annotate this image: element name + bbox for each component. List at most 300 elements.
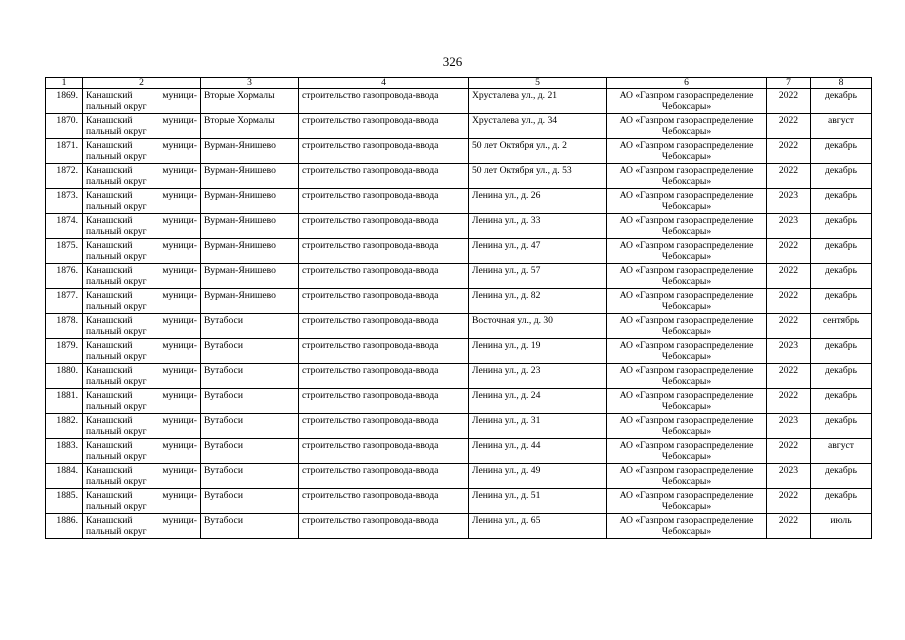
work-type-cell <box>299 339 469 364</box>
year: 2022 <box>778 440 799 451</box>
organization-cell <box>607 89 767 114</box>
work-type-cell <box>299 414 469 439</box>
organization-line-2: Чебоксары» <box>661 401 712 412</box>
row-number-text: 1883. <box>56 440 78 451</box>
district-line-1 <box>86 415 197 426</box>
settlement-cell <box>201 139 299 164</box>
district-line-2: пальный округ <box>86 451 147 462</box>
address-cell <box>469 264 607 289</box>
year-cell <box>767 239 811 264</box>
district-name: Канашский <box>86 115 133 126</box>
address: Ленина ул., д. 49 <box>472 465 541 476</box>
row-number-text: 1879. <box>56 340 78 351</box>
row-number <box>46 439 83 464</box>
month-cell <box>811 214 872 239</box>
settlement-cell <box>201 239 299 264</box>
work-type: строительство газопровода-ввода <box>302 440 439 451</box>
row-number-text: 1876. <box>56 265 78 276</box>
table-row <box>46 414 872 439</box>
row-number <box>46 464 83 489</box>
work-type-cell <box>299 114 469 139</box>
work-type-cell <box>299 314 469 339</box>
row-number <box>46 189 83 214</box>
address: Ленина ул., д. 51 <box>472 490 541 501</box>
row-number <box>46 89 83 114</box>
address-cell <box>469 289 607 314</box>
district-cell <box>83 89 201 114</box>
address-cell <box>469 364 607 389</box>
district-line-2: пальный округ <box>86 326 147 337</box>
column-number: 5 <box>469 78 607 89</box>
year-cell <box>767 289 811 314</box>
settlement-cell <box>201 164 299 189</box>
table-row <box>46 114 872 139</box>
district-line-2: пальный округ <box>86 351 147 362</box>
organization-line-1: АО «Газпром газораспределение <box>619 465 754 476</box>
month-cell <box>811 439 872 464</box>
district-name: Канашский <box>86 240 133 251</box>
organization-line-2: Чебоксары» <box>661 301 712 312</box>
work-type: строительство газопровода-ввода <box>302 265 439 276</box>
district-type-part: муници- <box>162 290 197 301</box>
settlement-name: Вутабоси <box>204 415 243 426</box>
organization-cell <box>607 189 767 214</box>
district-type-part: муници- <box>162 315 197 326</box>
organization-line-2: Чебоксары» <box>661 451 712 462</box>
district-line-2: пальный округ <box>86 476 147 487</box>
table-row <box>46 189 872 214</box>
year-cell <box>767 264 811 289</box>
organization-cell <box>607 439 767 464</box>
year-cell <box>767 164 811 189</box>
organization-cell <box>607 114 767 139</box>
settlement-cell <box>201 214 299 239</box>
year: 2023 <box>778 190 799 201</box>
year: 2022 <box>778 290 799 301</box>
address: Ленина ул., д. 23 <box>472 365 541 376</box>
month: декабрь <box>825 340 857 351</box>
district-line-1 <box>86 340 197 351</box>
district-name: Канашский <box>86 340 133 351</box>
month-cell <box>811 289 872 314</box>
district-type-part: муници- <box>162 165 197 176</box>
settlement-name: Вторые Хормалы <box>204 115 275 126</box>
table-body <box>46 78 872 539</box>
address-cell <box>469 89 607 114</box>
table-row <box>46 264 872 289</box>
work-type: строительство газопровода-ввода <box>302 190 439 201</box>
month: декабрь <box>825 265 857 276</box>
district-type-part: муници- <box>162 140 197 151</box>
organization-line-1: АО «Газпром газораспределение <box>619 315 754 326</box>
district-type-part: муници- <box>162 515 197 526</box>
table-row <box>46 89 872 114</box>
organization-line-2: Чебоксары» <box>661 426 712 437</box>
work-type: строительство газопровода-ввода <box>302 140 439 151</box>
district-line-2: пальный округ <box>86 126 147 137</box>
district-line-1 <box>86 365 197 376</box>
work-type: строительство газопровода-ввода <box>302 215 439 226</box>
address: Восточная ул., д. 30 <box>472 315 553 326</box>
settlement-name: Вурман-Янишево <box>204 140 276 151</box>
district-line-2: пальный округ <box>86 226 147 237</box>
district-name: Канашский <box>86 265 133 276</box>
page-number: 326 <box>442 54 463 69</box>
work-type: строительство газопровода-ввода <box>302 165 439 176</box>
organization-line-1: АО «Газпром газораспределение <box>619 240 754 251</box>
month-cell <box>811 489 872 514</box>
district-name: Канашский <box>86 465 133 476</box>
year-cell <box>767 364 811 389</box>
district-line-1 <box>86 440 197 451</box>
work-type-cell <box>299 139 469 164</box>
month-cell <box>811 514 872 539</box>
district-line-1 <box>86 90 197 101</box>
organization-line-2: Чебоксары» <box>661 376 712 387</box>
district-line-1 <box>86 215 197 226</box>
settlement-cell <box>201 289 299 314</box>
row-number-text: 1874. <box>56 215 78 226</box>
month: июль <box>830 515 852 526</box>
district-name: Канашский <box>86 215 133 226</box>
year: 2022 <box>778 90 799 101</box>
table-row <box>46 339 872 364</box>
work-type: строительство газопровода-ввода <box>302 465 439 476</box>
row-number-text: 1885. <box>56 490 78 501</box>
district-type-part: муници- <box>162 115 197 126</box>
row-number-text: 1880. <box>56 365 78 376</box>
district-cell <box>83 414 201 439</box>
district-line-1 <box>86 290 197 301</box>
district-type-part: муници- <box>162 190 197 201</box>
settlement-name: Вурман-Янишево <box>204 265 276 276</box>
settlement-name: Вутабоси <box>204 340 243 351</box>
district-name: Канашский <box>86 315 133 326</box>
row-number-text: 1870. <box>56 115 78 126</box>
organization-line-1: АО «Газпром газораспределение <box>619 365 754 376</box>
year: 2022 <box>778 265 799 276</box>
settlement-cell <box>201 264 299 289</box>
district-cell <box>83 139 201 164</box>
year: 2022 <box>778 490 799 501</box>
organization-line-1: АО «Газпром газораспределение <box>619 265 754 276</box>
row-number-text: 1877. <box>56 290 78 301</box>
address: Хрусталева ул., д. 21 <box>472 90 558 101</box>
month-cell <box>811 314 872 339</box>
district-type-part: муници- <box>162 490 197 501</box>
district-type-part: муници- <box>162 390 197 401</box>
settlement-cell <box>201 339 299 364</box>
month: декабрь <box>825 240 857 251</box>
row-number-text: 1882. <box>56 415 78 426</box>
work-type: строительство газопровода-ввода <box>302 515 439 526</box>
month: август <box>828 440 854 451</box>
work-type: строительство газопровода-ввода <box>302 340 439 351</box>
settlement-name: Вурман-Янишево <box>204 215 276 226</box>
year: 2022 <box>778 165 799 176</box>
settlement-name: Вутабоси <box>204 465 243 476</box>
district-line-2: пальный округ <box>86 101 147 112</box>
row-number-text: 1881. <box>56 390 78 401</box>
column-number: 8 <box>811 78 872 89</box>
work-type: строительство газопровода-ввода <box>302 390 439 401</box>
row-number <box>46 289 83 314</box>
district-line-2: пальный округ <box>86 301 147 312</box>
district-cell <box>83 314 201 339</box>
table-row <box>46 289 872 314</box>
district-name: Канашский <box>86 90 133 101</box>
year: 2023 <box>778 340 799 351</box>
address-cell <box>469 314 607 339</box>
table-row <box>46 214 872 239</box>
organization-line-2: Чебоксары» <box>661 251 712 262</box>
month-cell <box>811 239 872 264</box>
address: Ленина ул., д. 33 <box>472 215 541 226</box>
year-cell <box>767 89 811 114</box>
settlement-name: Вутабоси <box>204 440 243 451</box>
month-cell <box>811 339 872 364</box>
work-type-cell <box>299 239 469 264</box>
table-row <box>46 239 872 264</box>
district-cell <box>83 514 201 539</box>
district-line-2: пальный округ <box>86 526 147 537</box>
district-line-2: пальный округ <box>86 426 147 437</box>
month: декабрь <box>825 290 857 301</box>
gas-registry-table <box>45 77 872 539</box>
year-cell <box>767 189 811 214</box>
organization-line-1: АО «Газпром газораспределение <box>619 190 754 201</box>
district-cell <box>83 214 201 239</box>
district-type-part: муници- <box>162 340 197 351</box>
settlement-name: Вурман-Янишево <box>204 290 276 301</box>
settlement-cell <box>201 414 299 439</box>
table-row <box>46 139 872 164</box>
district-type-part: муници- <box>162 440 197 451</box>
organization-cell <box>607 514 767 539</box>
table-row <box>46 439 872 464</box>
work-type-cell <box>299 439 469 464</box>
organization-line-1: АО «Газпром газораспределение <box>619 90 754 101</box>
district-cell <box>83 364 201 389</box>
work-type: строительство газопровода-ввода <box>302 115 439 126</box>
work-type-cell <box>299 464 469 489</box>
work-type-cell <box>299 289 469 314</box>
settlement-name: Вурман-Янишево <box>204 240 276 251</box>
month-cell <box>811 264 872 289</box>
month: декабрь <box>825 190 857 201</box>
work-type-cell <box>299 164 469 189</box>
row-number <box>46 214 83 239</box>
district-name: Канашский <box>86 440 133 451</box>
month: декабрь <box>825 465 857 476</box>
district-cell <box>83 164 201 189</box>
organization-line-2: Чебоксары» <box>661 476 712 487</box>
organization-cell <box>607 139 767 164</box>
district-line-1 <box>86 140 197 151</box>
year: 2022 <box>778 315 799 326</box>
organization-line-2: Чебоксары» <box>661 526 712 537</box>
district-line-1 <box>86 265 197 276</box>
row-number <box>46 139 83 164</box>
address-cell <box>469 214 607 239</box>
district-line-2: пальный округ <box>86 151 147 162</box>
year: 2022 <box>778 115 799 126</box>
district-type-part: муници- <box>162 365 197 376</box>
row-number-text: 1886. <box>56 515 78 526</box>
organization-cell <box>607 339 767 364</box>
row-number-text: 1873. <box>56 190 78 201</box>
row-number <box>46 164 83 189</box>
address: Ленина ул., д. 44 <box>472 440 541 451</box>
organization-line-1: АО «Газпром газораспределение <box>619 165 754 176</box>
work-type-cell <box>299 489 469 514</box>
year: 2023 <box>778 415 799 426</box>
row-number <box>46 314 83 339</box>
settlement-cell <box>201 189 299 214</box>
address: Ленина ул., д. 26 <box>472 190 541 201</box>
district-line-1 <box>86 465 197 476</box>
year-cell <box>767 514 811 539</box>
row-number <box>46 364 83 389</box>
organization-line-1: АО «Газпром газораспределение <box>619 215 754 226</box>
month: декабрь <box>825 365 857 376</box>
settlement-cell <box>201 114 299 139</box>
address-cell <box>469 439 607 464</box>
district-name: Канашский <box>86 515 133 526</box>
organization-line-2: Чебоксары» <box>661 326 712 337</box>
district-cell <box>83 439 201 464</box>
district-line-1 <box>86 115 197 126</box>
organization-cell <box>607 164 767 189</box>
district-line-2: пальный округ <box>86 401 147 412</box>
address-cell <box>469 139 607 164</box>
month-cell <box>811 114 872 139</box>
organization-line-2: Чебоксары» <box>661 226 712 237</box>
year: 2022 <box>778 515 799 526</box>
row-number-text: 1872. <box>56 165 78 176</box>
year-cell <box>767 414 811 439</box>
organization-line-2: Чебоксары» <box>661 276 712 287</box>
column-number: 6 <box>607 78 767 89</box>
district-name: Канашский <box>86 390 133 401</box>
district-cell <box>83 489 201 514</box>
year-cell <box>767 214 811 239</box>
address: Ленина ул., д. 57 <box>472 265 541 276</box>
row-number <box>46 339 83 364</box>
address: Ленина ул., д. 82 <box>472 290 541 301</box>
organization-cell <box>607 314 767 339</box>
month-cell <box>811 364 872 389</box>
month: сентябрь <box>822 315 860 326</box>
work-type-cell <box>299 214 469 239</box>
district-line-2: пальный округ <box>86 201 147 212</box>
settlement-name: Вутабоси <box>204 490 243 501</box>
district-type-part: муници- <box>162 265 197 276</box>
organization-line-1: АО «Газпром газораспределение <box>619 140 754 151</box>
organization-line-2: Чебоксары» <box>661 176 712 187</box>
district-name: Канашский <box>86 190 133 201</box>
year-cell <box>767 339 811 364</box>
organization-cell <box>607 239 767 264</box>
month: декабрь <box>825 390 857 401</box>
year: 2022 <box>778 240 799 251</box>
district-cell <box>83 189 201 214</box>
organization-line-2: Чебоксары» <box>661 126 712 137</box>
address: Ленина ул., д. 47 <box>472 240 541 251</box>
work-type: строительство газопровода-ввода <box>302 315 439 326</box>
year: 2022 <box>778 390 799 401</box>
district-line-2: пальный округ <box>86 276 147 287</box>
district-line-1 <box>86 190 197 201</box>
settlement-cell <box>201 464 299 489</box>
address-cell <box>469 514 607 539</box>
month: декабрь <box>825 415 857 426</box>
district-type-part: муници- <box>162 465 197 476</box>
district-cell <box>83 464 201 489</box>
address: Ленина ул., д. 19 <box>472 340 541 351</box>
organization-line-1: АО «Газпром газораспределение <box>619 115 754 126</box>
organization-cell <box>607 364 767 389</box>
district-line-2: пальный округ <box>86 376 147 387</box>
year-cell <box>767 389 811 414</box>
organization-cell <box>607 414 767 439</box>
district-type-part: муници- <box>162 415 197 426</box>
month-cell <box>811 89 872 114</box>
organization-line-2: Чебоксары» <box>661 201 712 212</box>
work-type: строительство газопровода-ввода <box>302 290 439 301</box>
district-cell <box>83 339 201 364</box>
address: Ленина ул., д. 24 <box>472 390 541 401</box>
address-cell <box>469 239 607 264</box>
work-type-cell <box>299 514 469 539</box>
month: декабрь <box>825 215 857 226</box>
address-cell <box>469 489 607 514</box>
year: 2023 <box>778 465 799 476</box>
month: декабрь <box>825 490 857 501</box>
district-cell <box>83 239 201 264</box>
row-number <box>46 114 83 139</box>
address-cell <box>469 464 607 489</box>
year-cell <box>767 314 811 339</box>
address: 50 лет Октября ул., д. 2 <box>472 140 567 151</box>
settlement-name: Вурман-Янишево <box>204 190 276 201</box>
address: Ленина ул., д. 65 <box>472 515 541 526</box>
settlement-name: Вурман-Янишево <box>204 165 276 176</box>
organization-line-2: Чебоксары» <box>661 351 712 362</box>
work-type: строительство газопровода-ввода <box>302 365 439 376</box>
district-cell <box>83 289 201 314</box>
district-line-1 <box>86 165 197 176</box>
year-cell <box>767 114 811 139</box>
year-cell <box>767 139 811 164</box>
row-number-text: 1878. <box>56 315 78 326</box>
month: декабрь <box>825 140 857 151</box>
column-number: 7 <box>767 78 811 89</box>
month-cell <box>811 414 872 439</box>
work-type-cell <box>299 189 469 214</box>
address-cell <box>469 389 607 414</box>
organization-cell <box>607 464 767 489</box>
table-row <box>46 314 872 339</box>
address: Ленина ул., д. 31 <box>472 415 541 426</box>
district-cell <box>83 114 201 139</box>
settlement-cell <box>201 514 299 539</box>
district-line-1 <box>86 315 197 326</box>
address-cell <box>469 114 607 139</box>
month-cell <box>811 189 872 214</box>
organization-line-1: АО «Газпром газораспределение <box>619 415 754 426</box>
year-cell <box>767 489 811 514</box>
